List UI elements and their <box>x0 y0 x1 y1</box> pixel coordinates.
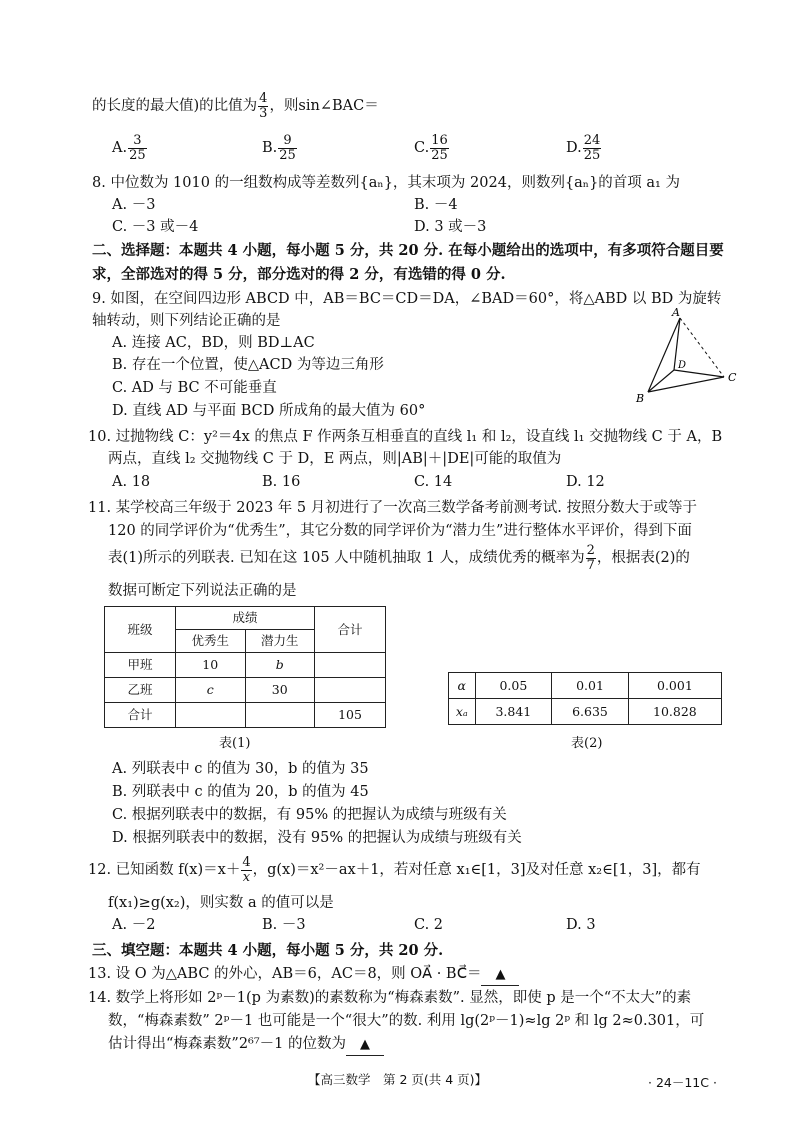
q7-tail-after: ，则sin∠BAC＝ <box>269 98 379 115</box>
q11-fraction <box>586 544 596 572</box>
q9-option-b[interactable]: B. 存在一个位置，使△ACD 为等边三角形 <box>112 357 384 373</box>
option-letter: A. <box>112 140 128 157</box>
q10-option-c[interactable]: C. 14 <box>414 474 453 490</box>
table-row <box>105 678 386 703</box>
q7-tail-text: 的长度的最大值)的比值为 <box>92 98 258 115</box>
contingency-table <box>104 606 386 728</box>
q8-option-c[interactable]: C. －3 或－4 <box>112 219 199 235</box>
frac-num: 9 <box>278 134 297 149</box>
q12-option-d[interactable]: D. 3 <box>566 917 596 933</box>
q14-answer-blank[interactable]: ▲ <box>346 1035 384 1056</box>
q14-line3-text: 估计得出“梅森素数”2⁶⁷－1 的位数为 <box>108 1036 347 1052</box>
q12-option-b[interactable]: B. －3 <box>262 917 306 933</box>
frac-den: 25 <box>129 147 146 163</box>
header-potential: 潜力生 <box>245 630 315 653</box>
q11-stem-line3 <box>108 544 690 572</box>
table-row <box>449 699 722 725</box>
table-row <box>105 653 386 678</box>
page-code: · 24－11C · <box>648 1075 717 1090</box>
table-cell: 0.05 <box>475 673 552 699</box>
q9-stem-line1: 9. 如图，在空间四边形 ABCD 中，AB＝BC＝CD＝DA，∠BAD＝60°，将△ABD 以 BD 为旋转 <box>92 291 722 307</box>
table-cell: 30 <box>245 678 315 703</box>
frac-den: 25 <box>279 147 296 163</box>
q11-line3-a: 表(1)所示的列联表. 已知在这 105 人中随机抽取 1 人，成绩优秀的概率为 <box>108 550 585 567</box>
table-cell: c <box>176 678 246 703</box>
q8-option-b[interactable]: B. －4 <box>414 197 458 213</box>
q7-fraction <box>258 92 268 120</box>
table-cell: 6.635 <box>552 699 629 725</box>
edge-bd <box>648 370 674 392</box>
q7-option-d[interactable] <box>566 134 602 162</box>
frac-den: 7 <box>586 557 595 573</box>
label-c: C <box>728 371 737 384</box>
q10-option-b[interactable]: B. 16 <box>262 474 301 490</box>
q11-stem-line4: 数据可断定下列说法正确的是 <box>108 583 297 599</box>
table-cell: 10 <box>176 653 246 678</box>
q14-stem-line1: 14. 数学上将形如 2ᵖ－1(p 为素数)的素数称为“梅森素数”. 显然，即使 p 是一个“不太大”的素 <box>88 990 692 1006</box>
q12-line1-b: ，g(x)＝x²－ax＋1，若对任意 x₁∈[1，3]及对任意 x₂∈[1，3]，都有 <box>252 862 701 879</box>
q10-stem-line1: 10. 过抛物线 C：y²＝4x 的焦点 F 作两条互相垂直的直线 l₁ 和 l₂，设直线 l₁ 交抛物线 C 于 A，B <box>88 429 723 445</box>
q13-text: 13. 设 O 为△ABC 的外心，AB＝6，AC＝8，则 OA⃗ · BC⃗＝ <box>88 966 482 982</box>
table-row <box>449 673 722 699</box>
edge-bc <box>648 377 724 392</box>
q11-option-a[interactable]: A. 列联表中 c 的值为 30，b 的值为 35 <box>112 761 369 777</box>
table-cell: 0.001 <box>628 673 721 699</box>
label-b: B <box>636 392 645 405</box>
q8-stem: 8. 中位数为 1010 的一组数构成等差数列{aₙ}，其末项为 2024，则数列{aₙ}的首项 a₁ 为 <box>92 175 680 191</box>
q7-option-a[interactable] <box>112 134 148 162</box>
q11-stem-line2: 120 的同学评价为“优秀生”，其它分数的同学评价为“潜力生”进行整体水平评价，得到下面 <box>108 523 692 539</box>
option-letter: D. <box>566 140 582 157</box>
option-fraction <box>583 134 602 162</box>
header-class: 班级 <box>105 607 176 653</box>
section2-heading-line1: 二、选择题：本题共 4 小题，每小题 5 分，共 20 分. 在每小题给出的选项中，有多项符合题目要 <box>92 242 724 259</box>
frac-num: 4 <box>242 855 251 870</box>
table-cell: 合计 <box>105 703 176 728</box>
header-total: 合计 <box>315 607 386 653</box>
table-cell <box>315 678 386 703</box>
q8-option-d[interactable]: D. 3 或－3 <box>414 219 487 235</box>
table-cell: 105 <box>315 703 386 728</box>
option-fraction <box>430 134 449 162</box>
q12-fraction <box>241 856 251 884</box>
table-cell <box>176 703 246 728</box>
q7-frac-den: 3 <box>259 105 268 121</box>
q9-option-a[interactable]: A. 连接 AC，BD，则 BD⊥AC <box>112 335 315 351</box>
q11-stem-line1: 11. 某学校高三年级于 2023 年 5 月初进行了一次高三数学备考前测考试. 按照分数大于或等于 <box>88 500 697 516</box>
q14-stem-line3 <box>108 1033 384 1056</box>
frac-num: 16 <box>431 133 448 148</box>
option-letter: C. <box>414 140 430 157</box>
q8-option-a[interactable]: A. －3 <box>112 197 156 213</box>
page-footer: 【高三数学 第 2 页(共 4 页)】 <box>308 1072 488 1087</box>
q7-option-c[interactable] <box>414 134 450 162</box>
table-cell: xₐ <box>449 699 476 725</box>
label-a: A <box>672 306 680 319</box>
q7-option-b[interactable] <box>262 134 298 162</box>
frac-den: 25 <box>431 147 448 163</box>
table2-caption: 表(2) <box>571 736 603 751</box>
q11-line3-b: ，根据表(2)的 <box>596 550 690 567</box>
table-cell: 3.841 <box>475 699 552 725</box>
q11-option-c[interactable]: C. 根据列联表中的数据，有 95% 的把握认为成绩与班级有关 <box>112 807 507 823</box>
tetrahedron-figure <box>628 300 748 410</box>
header-excellent: 优秀生 <box>176 630 246 653</box>
option-fraction <box>128 134 147 162</box>
frac-den: 25 <box>583 147 601 163</box>
q9-option-d[interactable]: D. 直线 AD 与平面 BCD 所成角的最大值为 60° <box>112 403 426 419</box>
q12-option-c[interactable]: C. 2 <box>414 917 444 933</box>
q10-option-d[interactable]: D. 12 <box>566 474 605 490</box>
table-row <box>105 703 386 728</box>
q10-stem-line2: 两点，直线 l₂ 交抛物线 C 于 D，E 两点，则|AB|＋|DE|可能的取值为 <box>108 451 562 467</box>
section3-heading: 三、填空题：本题共 4 小题，每小题 5 分，共 20 分. <box>92 942 444 959</box>
option-letter: B. <box>262 140 278 157</box>
q12-stem-line1 <box>88 856 701 884</box>
q12-stem-line2: f(x₁)≥g(x₂)，则实数 a 的值可以是 <box>108 895 334 911</box>
q13-stem <box>88 963 519 986</box>
table-cell: α <box>449 673 476 699</box>
frac-den: x <box>242 869 251 885</box>
section2-heading-line2: 求，全部选对的得 5 分，部分选对的得 2 分，有选错的得 0 分. <box>92 266 506 283</box>
table-cell: b <box>245 653 315 678</box>
option-fraction <box>278 134 297 162</box>
q7-frac-num: 4 <box>259 91 268 106</box>
table1-caption: 表(1) <box>219 736 251 751</box>
q13-answer-blank[interactable]: ▲ <box>481 965 519 986</box>
q12-line1-a: 12. 已知函数 f(x)＝x＋ <box>88 862 241 879</box>
label-d: D <box>678 360 687 371</box>
table-cell <box>245 703 315 728</box>
table-cell <box>315 653 386 678</box>
table-cell: 乙班 <box>105 678 176 703</box>
frac-num: 24 <box>583 133 601 148</box>
q9-stem-line2: 轴转动，则下列结论正确的是 <box>92 313 281 329</box>
q11-option-d[interactable]: D. 根据列联表中的数据，没有 95% 的把握认为成绩与班级有关 <box>112 830 522 846</box>
frac-num: 2 <box>586 543 595 558</box>
q9-option-c[interactable]: C. AD 与 BC 不可能垂直 <box>112 380 277 396</box>
table-cell: 10.828 <box>628 699 721 725</box>
table-cell: 甲班 <box>105 653 176 678</box>
table-cell: 0.01 <box>552 673 629 699</box>
q10-option-a[interactable]: A. 18 <box>112 474 151 490</box>
edge-ac <box>680 318 724 377</box>
edge-dc <box>674 370 724 377</box>
q11-option-b[interactable]: B. 列联表中 c 的值为 20，b 的值为 45 <box>112 784 369 800</box>
critical-value-table <box>448 672 722 725</box>
q7-tail-line <box>92 92 379 120</box>
frac-num: 3 <box>128 134 147 149</box>
q14-stem-line2: 数，“梅森素数” 2ᵖ－1 也可能是一个“很大”的数. 利用 lg(2ᵖ－1)≈lg 2ᵖ 和 lg 2≈0.301，可 <box>108 1013 705 1029</box>
header-score: 成绩 <box>176 607 315 630</box>
q12-option-a[interactable]: A. －2 <box>112 917 156 933</box>
